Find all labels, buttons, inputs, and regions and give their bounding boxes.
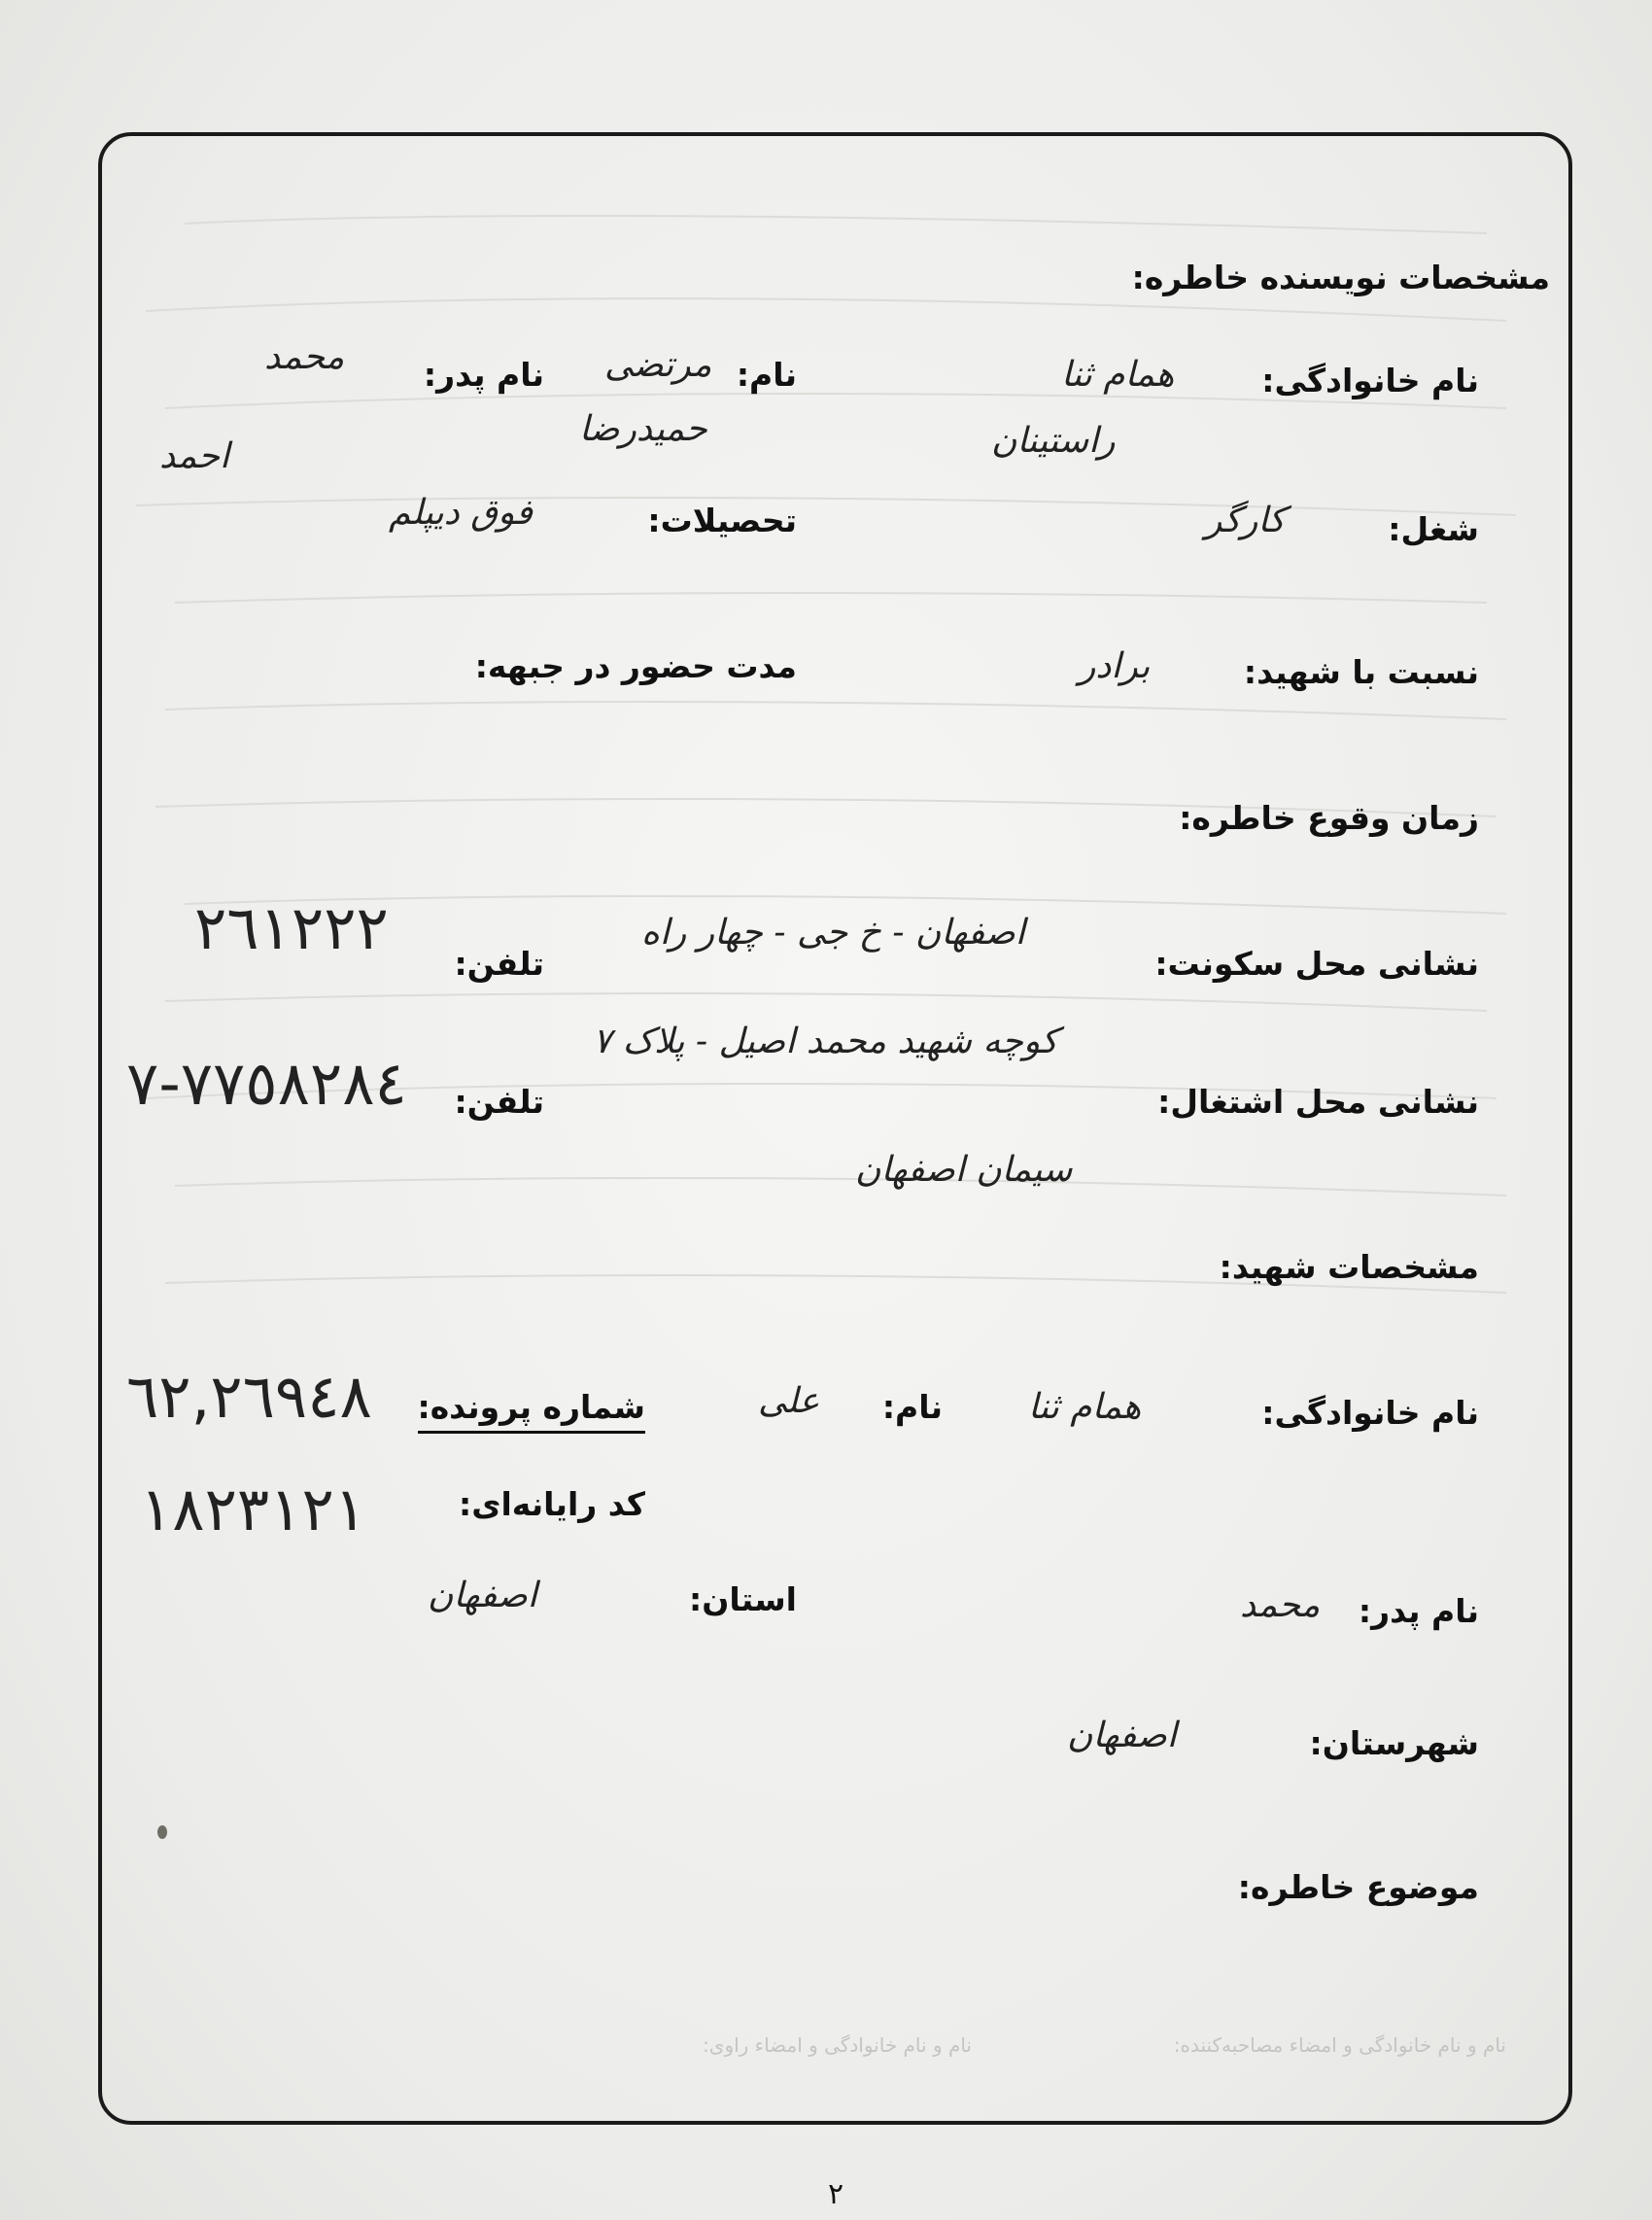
- front-duration-label: مدت حضور در جبهه:: [474, 647, 797, 685]
- martyr-father-name-value: محمد: [1240, 1585, 1321, 1625]
- province-label: استان:: [689, 1580, 797, 1618]
- writer-family-name-value: همام ثنا: [1061, 355, 1175, 395]
- ink-speck: [157, 1825, 167, 1839]
- writer-father-name-value: محمد: [264, 337, 345, 377]
- martyr-first-name-value: علی: [758, 1381, 820, 1421]
- computer-code-value: ١٨٢٣١٢١: [140, 1474, 367, 1544]
- file-number-value: ٦٢,٢٦٩٤٨: [126, 1361, 372, 1432]
- martyr-father-name-label: نام پدر:: [1358, 1592, 1479, 1630]
- writer-family-name-value-2: راستینان: [991, 421, 1116, 461]
- form-frame: [98, 132, 1572, 2125]
- writer-first-name-value: مرتضی: [604, 345, 712, 385]
- writer-father-name-label: نام پدر:: [423, 356, 544, 394]
- residence-phone-label: تلفن:: [454, 945, 544, 983]
- work-phone-label: تلفن:: [454, 1083, 544, 1121]
- residence-address-value-2: کوچه شهید محمد اصیل - پلاک ۷: [593, 1022, 1058, 1061]
- residence-address-label: نشانی محل سکونت:: [1154, 945, 1479, 983]
- martyr-first-name-label: نام:: [881, 1388, 943, 1426]
- file-number-label: شماره پرونده:: [418, 1386, 646, 1434]
- martyr-section-title: مشخصات شهید:: [1219, 1248, 1479, 1286]
- province-value: اصفهان: [428, 1576, 537, 1615]
- occupation-value: کارگر: [1205, 501, 1286, 540]
- city-value: اصفهان: [1067, 1716, 1177, 1755]
- writer-section-title: مشخصات نویسنده خاطره:: [1131, 259, 1550, 296]
- memory-subject-label: موضوع خاطره:: [1237, 1868, 1479, 1906]
- relation-value: برادر: [1079, 646, 1151, 686]
- martyr-family-name-label: نام خانوادگی:: [1261, 1394, 1479, 1432]
- residence-address-value: اصفهان - خ جی - چهار راه: [641, 913, 1025, 953]
- education-value: فوق دیپلم: [389, 493, 533, 533]
- residence-phone-value: ٢٦١٢٢٢: [194, 892, 389, 963]
- writer-first-name-label: نام:: [736, 356, 797, 394]
- faint-footer-left: نام و نام خانوادگی و امضاء راوی:: [703, 2033, 972, 2057]
- page-number: ٢: [827, 2177, 844, 2211]
- education-label: تحصیلات:: [647, 502, 797, 539]
- faint-footer-right: نام و نام خانوادگی و امضاء مصاحبه‌کننده:: [1173, 2033, 1506, 2057]
- work-address-label: نشانی محل اشتغال:: [1157, 1083, 1479, 1121]
- martyr-family-name-value: همام ثنا: [1028, 1387, 1142, 1427]
- occupation-label: شغل:: [1388, 510, 1479, 548]
- work-phone-value: ٧٧٥٨٢٨٤-٧: [126, 1048, 407, 1119]
- writer-first-name-value-2: حمیدرضا: [579, 409, 707, 449]
- writer-family-name-label: نام خانوادگی:: [1261, 362, 1479, 399]
- city-label: شهرستان:: [1309, 1724, 1479, 1762]
- writer-father-name-value-2: احمد: [159, 436, 229, 476]
- work-address-value: سیمان اصفهان: [855, 1150, 1073, 1190]
- computer-code-label: کد رایانه‌ای:: [459, 1485, 645, 1523]
- relation-label: نسبت با شهید:: [1243, 653, 1479, 691]
- memory-time-label: زمان وقوع خاطره:: [1179, 799, 1479, 837]
